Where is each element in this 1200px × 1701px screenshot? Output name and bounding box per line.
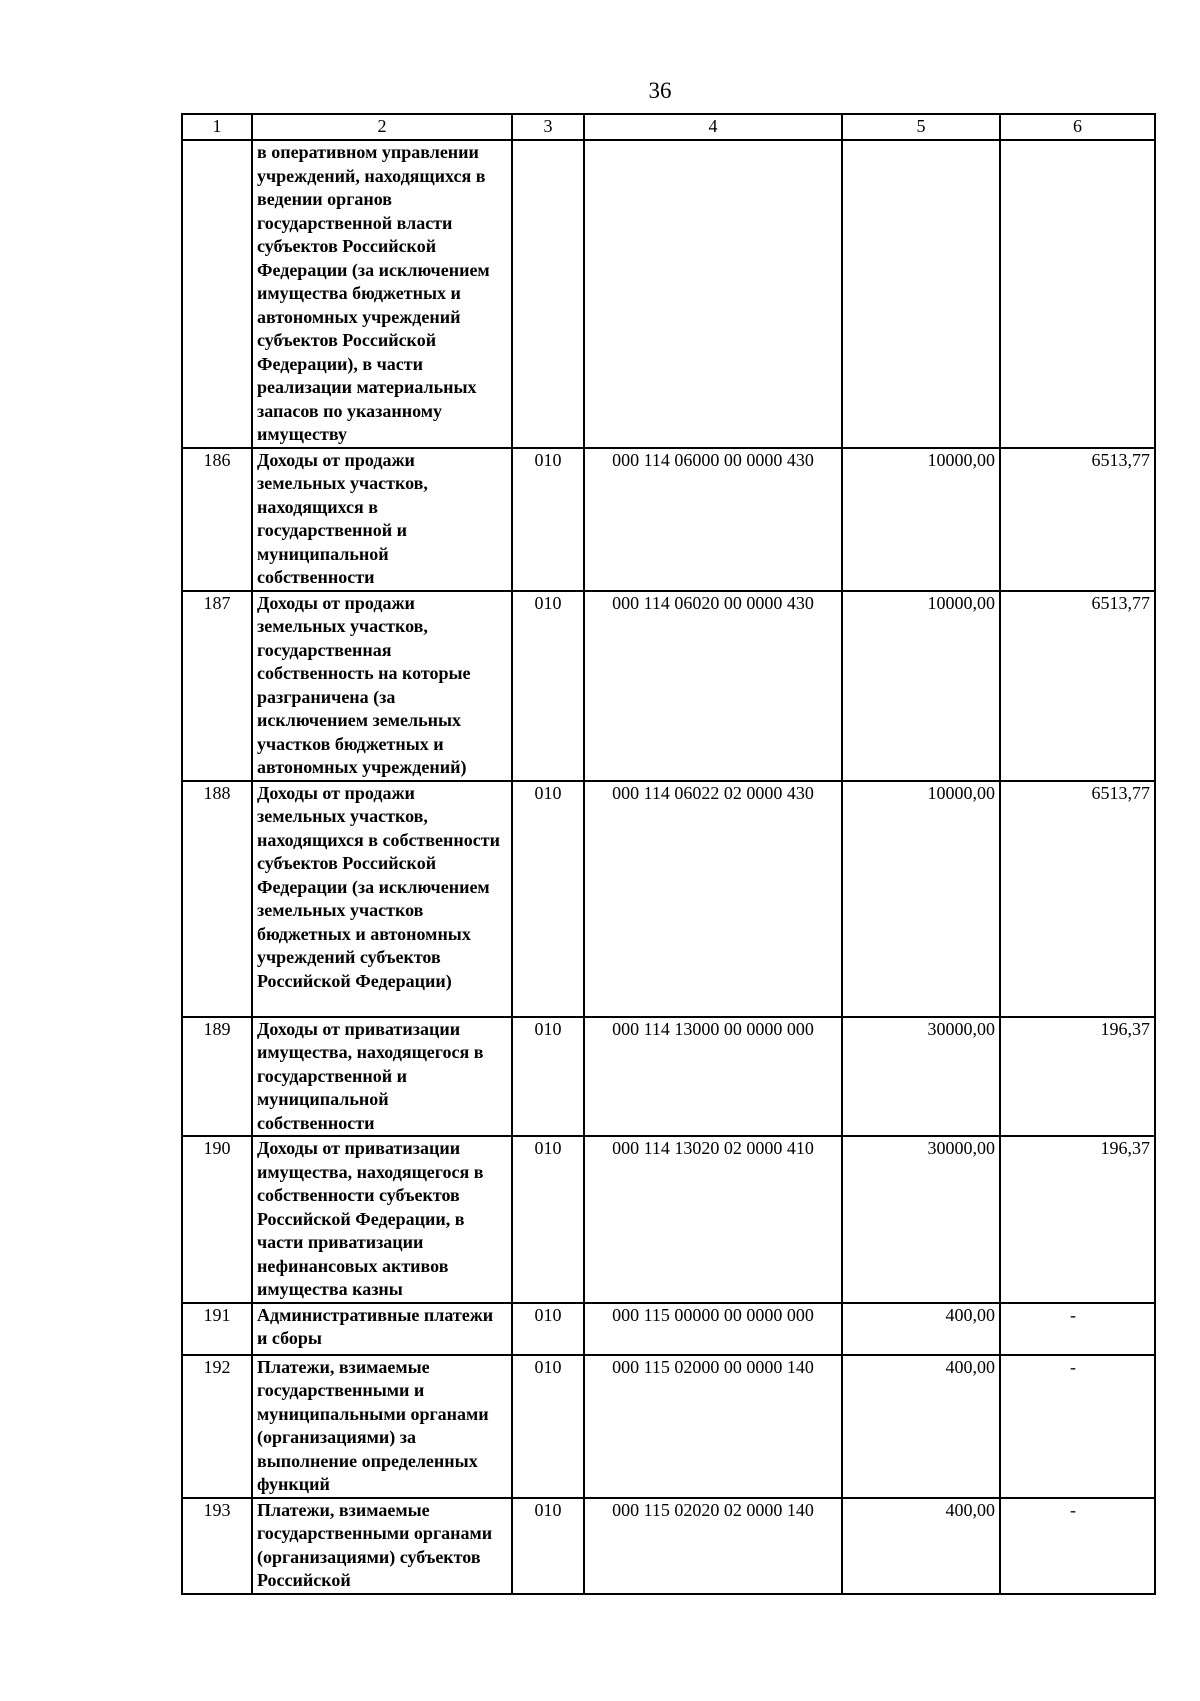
row-plan-cell: 30000,00	[842, 1136, 1000, 1303]
row-code-cell: 000 115 02020 02 0000 140	[584, 1498, 842, 1594]
row-exec-cell: 6513,77	[1000, 591, 1155, 781]
row-number-cell: 192	[182, 1355, 252, 1498]
row-number-cell: 187	[182, 591, 252, 781]
table-row	[182, 1136, 1155, 1303]
row-number-cell: 193	[182, 1498, 252, 1594]
row-plan-cell: 400,00	[842, 1355, 1000, 1498]
row-admin-cell: 010	[512, 448, 584, 591]
column-header-1: 1	[182, 114, 252, 140]
row-exec-cell: -	[1000, 1355, 1155, 1498]
row-name-cell: Платежи, взимаемые государственными и муниципальными органами (организациями) за выполнение определенных функций	[252, 1355, 512, 1498]
row-admin-cell: 010	[512, 1017, 584, 1137]
table-row	[182, 1303, 1155, 1355]
row-name-cell: в оперативном управлении учреждений, находящихся в ведении органов государственной власти субъектов Российской Федерации (за исключением имущества бюджетных и автономных учреждений субъектов Российской Федерации), в части реализации материальных запасов по указанному имуществу	[252, 140, 512, 448]
column-header-4: 4	[584, 114, 842, 140]
revenue-table	[181, 113, 1156, 1595]
row-name-cell: Платежи, взимаемые государственными органами (организациями) субъектов Российской	[252, 1498, 512, 1594]
row-code-cell: 000 115 02000 00 0000 140	[584, 1355, 842, 1498]
row-exec-cell: 196,37	[1000, 1017, 1155, 1137]
row-code-cell: 000 114 13000 00 0000 000	[584, 1017, 842, 1137]
row-number-cell: 189	[182, 1017, 252, 1137]
row-admin-cell	[512, 140, 584, 448]
row-name-cell: Доходы от приватизации имущества, находящегося в государственной и муниципальной собственности	[252, 1017, 512, 1137]
row-code-cell	[584, 140, 842, 448]
table-row-continuation	[182, 140, 1155, 448]
column-header-3: 3	[512, 114, 584, 140]
row-code-cell: 000 114 06022 02 0000 430	[584, 781, 842, 1017]
row-number-cell	[182, 140, 252, 448]
row-admin-cell: 010	[512, 1498, 584, 1594]
table-row	[182, 1498, 1155, 1594]
row-exec-cell: 6513,77	[1000, 781, 1155, 1017]
row-plan-cell	[842, 140, 1000, 448]
row-plan-cell: 10000,00	[842, 781, 1000, 1017]
row-name-cell: Доходы от продажи земельных участков, находящихся в государственной и муниципальной собственности	[252, 448, 512, 591]
row-code-cell: 000 114 13020 02 0000 410	[584, 1136, 842, 1303]
row-admin-cell: 010	[512, 1303, 584, 1355]
column-header-5: 5	[842, 114, 1000, 140]
row-number-cell: 190	[182, 1136, 252, 1303]
row-plan-cell: 30000,00	[842, 1017, 1000, 1137]
column-header-2: 2	[252, 114, 512, 140]
row-number-cell: 186	[182, 448, 252, 591]
row-code-cell: 000 115 00000 00 0000 000	[584, 1303, 842, 1355]
row-name-cell: Доходы от продажи земельных участков, государственная собственность на которые разграничена (за исключением земельных участков бюджетных и автономных учреждений)	[252, 591, 512, 781]
table-row	[182, 448, 1155, 591]
row-exec-cell: 6513,77	[1000, 448, 1155, 591]
table-row	[182, 1355, 1155, 1498]
row-plan-cell: 10000,00	[842, 448, 1000, 591]
row-number-cell: 191	[182, 1303, 252, 1355]
row-plan-cell: 10000,00	[842, 591, 1000, 781]
table-header-row	[182, 114, 1155, 140]
row-exec-cell: -	[1000, 1303, 1155, 1355]
row-name-cell: Доходы от приватизации имущества, находящегося в собственности субъектов Российской Федерации, в части приватизации нефинансовых активов имущества казны	[252, 1136, 512, 1303]
row-code-cell: 000 114 06000 00 0000 430	[584, 448, 842, 591]
table-row	[182, 591, 1155, 781]
column-header-6: 6	[1000, 114, 1155, 140]
row-name-cell: Доходы от продажи земельных участков, находящихся в собственности субъектов Российской Федерации (за исключением земельных участков бюджетных и автономных учреждений субъектов Российской Федерации)	[252, 781, 512, 1017]
row-admin-cell: 010	[512, 1136, 584, 1303]
row-exec-cell: 196,37	[1000, 1136, 1155, 1303]
table-row	[182, 781, 1155, 1017]
row-number-cell: 188	[182, 781, 252, 1017]
table-row	[182, 1017, 1155, 1137]
row-code-cell: 000 114 06020 00 0000 430	[584, 591, 842, 781]
row-admin-cell: 010	[512, 781, 584, 1017]
page-number: 36	[648, 78, 672, 103]
row-plan-cell: 400,00	[842, 1498, 1000, 1594]
row-plan-cell: 400,00	[842, 1303, 1000, 1355]
row-exec-cell: -	[1000, 1498, 1155, 1594]
row-admin-cell: 010	[512, 591, 584, 781]
row-name-cell: Административные платежи и сборы	[252, 1303, 512, 1355]
row-admin-cell: 010	[512, 1355, 584, 1498]
row-exec-cell	[1000, 140, 1155, 448]
